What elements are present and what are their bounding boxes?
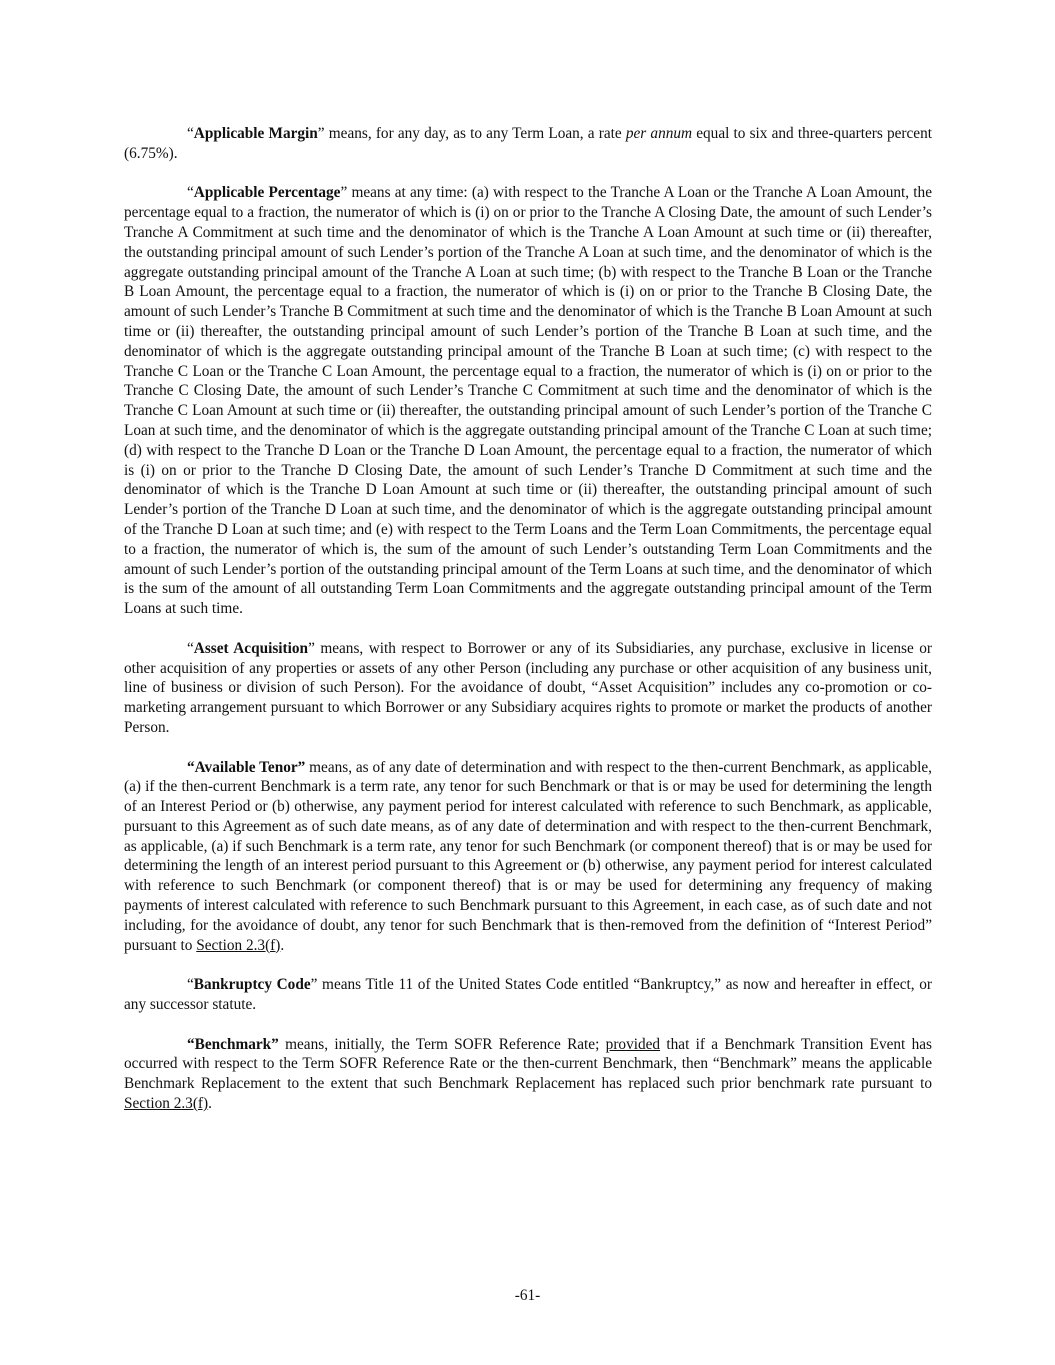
defined-term-asset-acquisition: Asset Acquisition — [193, 639, 309, 657]
defined-term-benchmark: “Benchmark” — [187, 1035, 279, 1053]
definition-text: that if a Benchmark Transition Event has occurred with respect to the Term SOFR Reference Rate or the then-current Benchmark, then “Benchmark” means the applicable Benchmark Replacement to the extent that such Benchmark Replacement has replaced such prior benchmark rate pursuant to — [124, 1035, 933, 1093]
definition-benchmark — [124, 1035, 932, 1114]
definition-text: . — [280, 936, 285, 954]
defined-term-applicable-margin: Applicable Margin — [193, 125, 318, 142]
open-quote: “ — [187, 976, 194, 994]
definition-text: means, initially, the Term SOFR Reference Rate; — [278, 1035, 606, 1053]
definition-text: means, for any day, as to any Term Loan, a rate — [324, 125, 626, 142]
close-quote: ” — [310, 976, 318, 994]
defined-term-applicable-percentage: Applicable Percentage — [193, 184, 341, 202]
definition-applicable-margin — [124, 124, 932, 164]
definition-text: means Title 11 of the United States Code entitled “Bankruptcy,” as now and hereafter in effect, or any successor statute. — [124, 976, 932, 1014]
definition-bankruptcy-code — [124, 975, 932, 1015]
definition-text: equal to six and three-quarters percent (6.75%). — [124, 125, 932, 162]
section-reference-link: Section 2.3(f) — [196, 936, 281, 954]
definition-applicable-percentage — [124, 183, 932, 619]
section-reference-link: Section 2.3(f) — [124, 1095, 209, 1113]
proviso-word: provided — [605, 1035, 661, 1053]
defined-term-bankruptcy-code: Bankruptcy Code — [193, 976, 311, 994]
definition-text: means, as of any date of determination and with respect to the then-current Benchmark, as applicable, (a) if the then-current Benchmark is a term rate, any tenor for such Benchmark or that is or may be used for determining the length of an Interest Period or (b) otherwise, any payment period for interest calculated with reference to such Benchmark, as applicable, pursuant to this Agreement as of such date means, as of any date of determination and with respect to the then-current Benchmark, as applicable, (a) if such Benchmark is a term rate, any tenor for such Benchmark (or component thereof) that is or may be used for determining the length of an interest period pursuant to this Agreement or (b) otherwise, any payment period for interest calculated with reference to such Benchmark (or component thereof) that is or may be used for determining any frequency of making payments of interest calculated with reference to such Benchmark pursuant to this Agreement, in each case, as of such date and not including, for the avoidance of doubt, any tenor for such Benchmark that is then-removed from the definition of “Interest Period” pursuant to — [124, 758, 932, 954]
open-quote: “ — [187, 639, 194, 657]
definition-text: means at any time: (a) with respect to the Tranche A Loan or the Tranche A Loan Amount, the percentage equal to a fraction, the numerator of which is (i) on or prior to the Tranche A Closing Date, the amount of such Lender’s Tranche A Commitment at such time and the denominator of which is the Tranche A Loan Amount at such time or (ii) thereafter, the outstanding principal amount of such Lender’s portion of the Tranche A Loan at such time, and the denominator of which is the aggregate outstanding principal amount of the Tranche A Loan at such time; (b) with respect to the Tranche B Loan or the Tranche B Loan Amount, the percentage equal to a fraction, the numerator of which is (i) on or prior to the Tranche B Closing Date, the amount of such Lender’s Tranche B Commitment at such time and the denominator of which is the Tranche B Loan Amount at such time or (ii) thereafter, the outstanding principal amount of such Lender’s portion of the Tranche B Loan at such time, and the denominator of which is the aggregate outstanding principal amount of the Tranche B Loan at such time; (c) with respect to the Tranche C Loan or the Tranche C Loan Amount, the percentage equal to a fraction, the numerator of which is (i) on or prior to the Tranche C Closing Date, the amount of such Lender’s Tranche C Commitment at such time and the denominator of which is the Tranche C Loan Amount at such time or (ii) thereafter, the outstanding principal amount of such Lender’s portion of the Tranche C Loan at such time, and the denominator of which is the aggregate outstanding principal amount of the Tranche C Loan at such time; (d) with respect to the Tranche D Loan or the Tranche D Loan Amount, the percentage equal to a fraction, the numerator of which is (i) on or prior to the Tranche D Closing Date, the amount of such Lender’s Tranche D Commitment at such time and the denominator of which is the Tranche D Loan Amount at such time or (ii) thereafter, the outstanding principal amount of such Lender’s portion of the Tranche D Loan at such time, and the denominator of which is the aggregate outstanding principal amount of the Tranche D Loan at such time; and (e) with respect to the Term Loans and the Term Loan Commitments, the percentage equal to a fraction, the numerator of which is, the sum of the amount of such Lender’s outstanding Term Loan Commitments and the amount of such Lender’s portion of the outstanding principal amount of the Term Loans at such time, and the denominator of which is the sum of the amount of all outstanding Term Loan Commitments and the aggregate outstanding principal amount of the Term Loans at such time. — [124, 184, 932, 618]
open-quote: “ — [187, 125, 194, 142]
definition-text: . — [208, 1095, 212, 1113]
definition-asset-acquisition — [124, 639, 932, 738]
italic-phrase-per-annum: per annum — [625, 125, 693, 142]
page-number: -61- — [514, 1287, 541, 1304]
close-quote: ” — [317, 125, 325, 142]
close-quote: ” — [308, 639, 315, 657]
definition-text: means, with respect to Borrower or any of its Subsidiaries, any purchase, exclusive in license or other acquisition of any properties or assets of any other Person (including any purchase or other acquisition of any business unit, line of business or division of such Person). For the avoidance of doubt, “Asset Acquisition” includes any co-promotion or co-marketing arrangement pursuant to which Borrower or any Subsidiary acquires rights to promote or market the products of another Person. — [124, 639, 932, 736]
open-quote: “ — [187, 184, 194, 202]
definition-available-tenor — [124, 758, 932, 956]
document-page — [124, 124, 932, 1134]
close-quote: ” — [340, 184, 348, 202]
defined-term-available-tenor: “Available Tenor” — [187, 758, 306, 776]
